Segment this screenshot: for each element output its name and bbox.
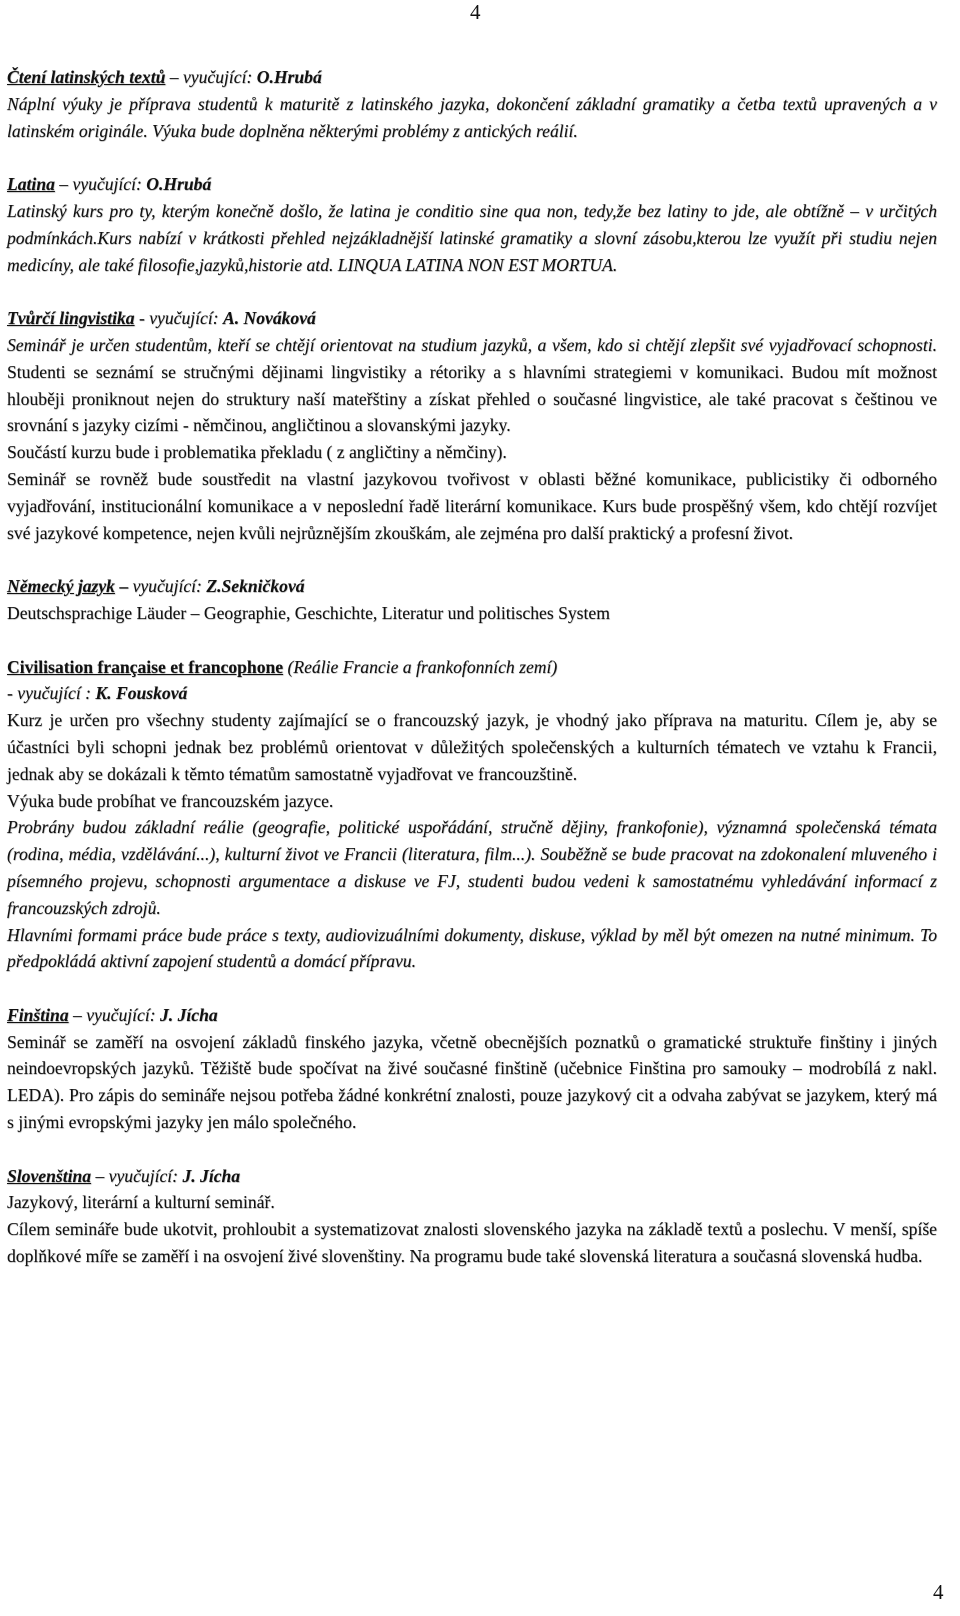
section-title: Latina: [7, 174, 55, 195]
page-number-top: 4: [470, 0, 481, 24]
document-body: [7, 64, 937, 1297]
section-paragraph: Hlavními formami práce bude práce s texty, audiovizuálními dokumenty, diskuse, výklad by měl být omezen na nutné minimum. To předpokládá aktivní zapojení studentů a domácí přípravu.: [7, 924, 937, 972]
section-tvurci-lingvistika: [7, 305, 937, 546]
page-number-bottom: 4: [933, 1580, 944, 1604]
section-heading: [7, 305, 937, 332]
section-civilisation-francaise: [7, 654, 937, 976]
teacher-name: A. Nováková: [222, 308, 316, 329]
paragraph-part: Latinský kurs pro ty, kterým konečně došlo, že latina je conditio sine qua non, tedy,že bez latiny to jde, ale obtížně – v určitých podmínkách: [7, 200, 937, 248]
section-paragraph: [7, 332, 937, 439]
section-slovenstina: [7, 1163, 937, 1270]
title-dash: –: [114, 576, 133, 597]
section-heading: [7, 573, 937, 600]
section-nemecky-jazyk: [7, 573, 937, 627]
section-title: Slovenština: [7, 1165, 92, 1186]
paragraph-part: Studenti se seznámí se stručnými dějinami lingvistiky a rétoriky a s hlavními strategiemi v komunikaci. Budou mít možnost hlouběji proniknout nejen do struktury naší mateřštiny a získat přehled o současné lingvistice, ale také pracovat s češtinou ve srovnání s jazyky cizími - němčinou, angličtinou a slovanskými jazyky.: [7, 361, 937, 436]
section-heading: [7, 654, 937, 681]
paragraph-part: Seminář je určen studentům, kteří se chtějí orientovat na studium jazyků, a všem, kdo si chtějí zlepšit své vyjadřovací schopnosti.: [7, 334, 937, 355]
paragraph-part: .Kurs nabízí v krátkosti přehled nejzákladnější latinské gramatiky a slovní zásobu,kterou lze využít při studiu nejen medicíny, ale také filosofie,jazyků,historie atd. LINQUA LATINA NON EST MORTUA.: [7, 227, 937, 275]
section-latina: [7, 171, 937, 278]
teacher-label: vyučující:: [132, 576, 207, 597]
section-paragraph: Jazykový, literární a kulturní seminář.: [7, 1192, 275, 1213]
teacher-name: K. Fousková: [95, 683, 188, 704]
section-finstina: [7, 1002, 937, 1136]
section-paragraph: Seminář se rovněž bude soustředit na vlastní jazykovou tvořivost v oblasti běžné komunikace, publicistiky či odborného vyjadřování, institucionální komunikace a v neposlední řadě literární komunikace. Kurs bude prospěšný všem, kdo chtějí rozvíjet své jazykové kompetence, nejen kvůli nejrůznějším zkouškám, ale zejména pro další praktický a profesní život.: [7, 468, 937, 543]
teacher-label: – vyučující:: [68, 1004, 160, 1025]
section-heading: [7, 64, 937, 91]
teacher-name: J. Jícha: [182, 1165, 241, 1186]
section-heading: [7, 1002, 937, 1029]
teacher-line: [7, 680, 937, 707]
teacher-name: Z.Sekničková: [206, 576, 305, 597]
section-paragraph: Probrány budou základní reálie (geografie, politické uspořádání, stručně dějiny, frankofonie), významná společenská témata (rodina, média, vzdělávání...), kulturní život ve Francii (literatura, film...). Souběžně se bude pracovat na zdokonalení mluveného i písemného projevu, schopnosti argumentace a diskuse ve FJ, studenti budou vedeni k samostatnému vyhledávání informací z francouzských zdrojů.: [7, 817, 937, 918]
section-paragraph: Deutschsprachige Läuder – Geographie, Geschichte, Literatur und politisches System: [7, 602, 610, 623]
section-title: Německý jazyk: [7, 576, 115, 597]
section-paragraph: [7, 198, 937, 278]
teacher-name: O.Hrubá: [146, 174, 212, 195]
section-cteni-latinskych-textu: [7, 64, 937, 144]
section-paragraph: Cílem semináře bude ukotvit, prohloubit a systematizovat znalosti slovenského jazyka na základě textů a poslechu. V menší, spíše doplňkové míře se zaměří i na osvojení živé slovenštiny. Na programu bude také slovenská literatura a současná slovenská hudba.: [7, 1219, 937, 1267]
section-title: Civilisation française et francophone: [7, 656, 284, 677]
section-paragraph: Seminář se zaměří na osvojení základů finského jazyka, včetně obecnějších poznatků o gramatické struktuře finštiny i jiných neindoevropských jazyků. Těžiště bude spočívat na živé současné finštině (učebnice Finština pro samouky – modrobílá z nakl. LEDA). Pro zápis do semináře nejsou potřeba žádné konkrétní znalosti, pouze jazykový cit a odvaha zabývat se jazykem, který má s jinými evropskými jazyky jen málo společného.: [7, 1031, 937, 1133]
section-subtitle: (Reálie Francie a frankofonních zemí): [283, 656, 558, 677]
section-title: Čtení latinských textů: [7, 67, 166, 87]
section-paragraph: Součástí kurzu bude i problematika překladu ( z angličtiny a němčiny).: [7, 442, 507, 463]
teacher-label: - vyučující :: [7, 683, 96, 704]
section-title: Finština: [7, 1004, 69, 1025]
section-paragraph: Kurz je určen pro všechny studenty zajímající se o francouzský jazyk, je vhodný jako příprava na maturitu. Cílem je, aby se účastníci byli schopni jednak bez problémů orientovat v důležitých společenských a kulturních tématech ve vztahu k Francii, jednak aby se dokázali k těmto tématům samostatně vyjadřovat ve francouzštině.: [7, 710, 937, 784]
section-paragraph: Náplní výuky je příprava studentů k maturitě z latinského jazyka, dokončení základní gramatiky a četba textů upravených a v latinském originále. Výuka bude doplněna některými problémy z antických reálií.: [7, 93, 937, 141]
section-paragraph: Výuka bude probíhat ve francouzském jazyce.: [7, 790, 334, 811]
teacher-name: J. Jícha: [159, 1004, 218, 1025]
section-heading: [7, 171, 937, 198]
teacher-label: – vyučující:: [54, 174, 147, 195]
teacher-label: – vyučující:: [91, 1165, 183, 1186]
section-heading: [7, 1163, 937, 1190]
teacher-label: - vyučující:: [134, 308, 223, 329]
teacher-name: O.Hrubá: [256, 67, 322, 87]
section-title: Tvůrčí lingvistika: [7, 308, 135, 329]
teacher-label: – vyučující:: [165, 67, 257, 87]
